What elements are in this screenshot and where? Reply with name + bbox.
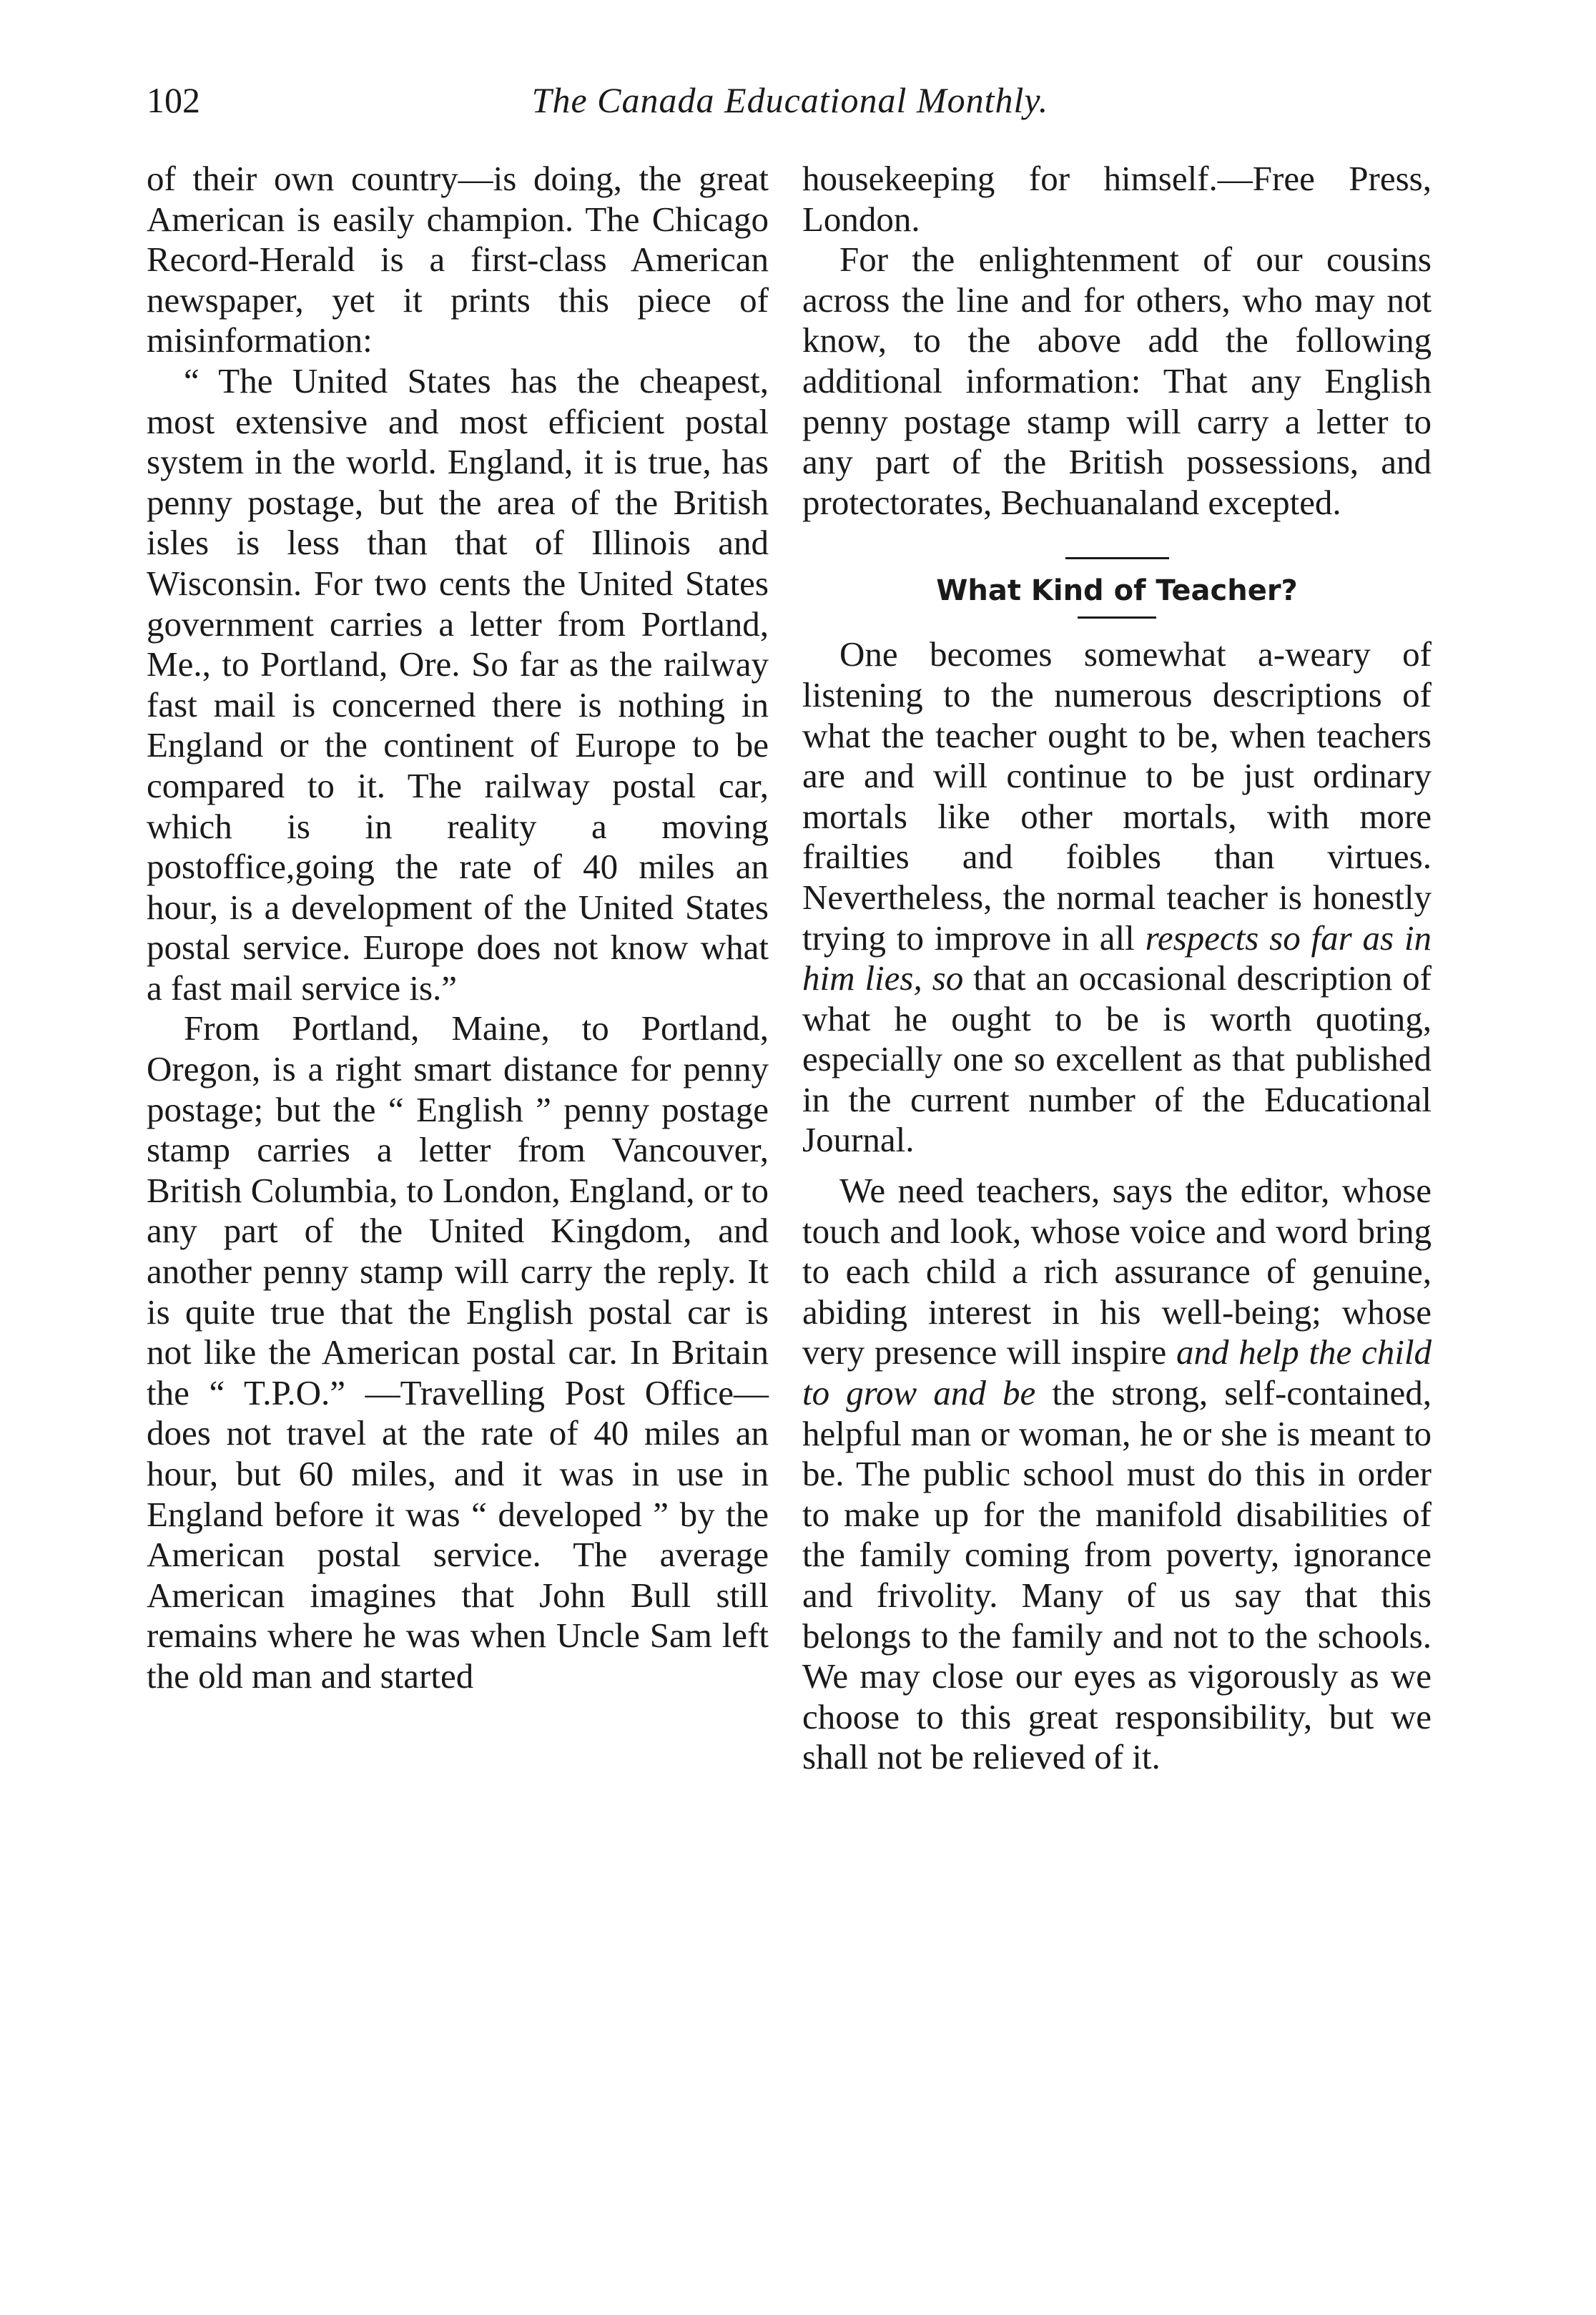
left-column	[147, 159, 769, 1697]
paragraph: of their own country—is doing, the great American is easily champion. The Chicago Record-Herald is a first-class American newspaper, yet it prints this piece of misinformation:	[147, 159, 769, 360]
section-heading: What Kind of Teacher?	[936, 574, 1298, 608]
paragraph: From Portland, Maine, to Portland, Oregon, is a right smart distance for penny postage; but the “ English ” penny postage stamp carries a letter from Vancouver, British Columbia, to London, England, or to any part of the United Kingdom, and another penny stamp will carry the reply. It is quite true that the English postal car is not like the American postal car. In Britain the “ T.P.O.” —Travelling Post Office—does not travel at the rate of 40 miles an hour, but 60 miles, and it was in use in England before it was “ developed ” by the American postal service. The average American imagines that John Bull still remains where he was when Uncle Sam left the old man and started	[147, 1008, 769, 1696]
paragraph	[802, 1171, 1432, 1778]
section-divider	[1078, 616, 1156, 619]
quoted-paragraph: “ The United States has the cheapest, most extensive and most efficient postal system in the world. England, it is true, has penny postage, but the area of the British isles is less than that of Illinois and Wisconsin. For two cents the United States government carries a letter from Portland, Me., to Portland, Ore. So far as the railway fast mail is concerned there is nothing in England or the continent of Europe to be compared to it. The railway postal car, which is in reality a moving postoffice,going the rate of 40 miles an hour, is a development of the United States postal service. Europe does not know what a fast mail service is.”	[147, 360, 769, 1008]
paragraph: housekeeping for himself.—Free Press, London.	[802, 159, 1432, 239]
page-header	[147, 75, 1462, 125]
paragraph-text: One becomes somewhat a-weary of listening to the numerous descriptions of what the teacher ought to be, when teachers are and will continue to be just ordinary mortals like other mortals, with more frailties and foibles than virtues. Nevertheless, the normal teacher is honestly trying to improve in all	[802, 634, 1432, 958]
paragraph	[802, 634, 1432, 1161]
page-number: 102	[147, 80, 200, 120]
paragraph-text: We need teachers, says the editor, whose touch and look, whose voice and word bring to each child a rich assurance of genuine, abiding interest in his well-being; whose very presence will inspire	[802, 1171, 1432, 1372]
running-title: The Canada Educational Monthly.	[531, 80, 1049, 120]
right-column	[802, 159, 1432, 1778]
section-divider	[1065, 557, 1169, 559]
paragraph: For the enlightenment of our cousins across the line and for others, who may not know, to the above add the following additional information: That any English penny postage stamp will carry a letter to any part of the British possessions, and protectorates, Bechuanaland excepted.	[802, 240, 1432, 522]
paragraph-text: that an occasional description of what he ought to be is worth quoting, especially one so excellent as that published in the current number of the Educational Journal.	[802, 958, 1432, 1160]
paragraph-text: the strong, self-contained, helpful man or woman, he or she is meant to be. The public school must do this in order to make up for the manifold disabilities of the family coming from poverty, ignorance and frivolity. Many of us say that this belongs to the family and not to the schools. We may close our eyes as vigorously as we choose to this great responsibility, but we shall not be relieved of it.	[802, 1373, 1432, 1777]
italic-text: respects so far as in him lies, so	[802, 918, 1432, 998]
italic-text: and help the child to grow and be	[802, 1332, 1432, 1413]
